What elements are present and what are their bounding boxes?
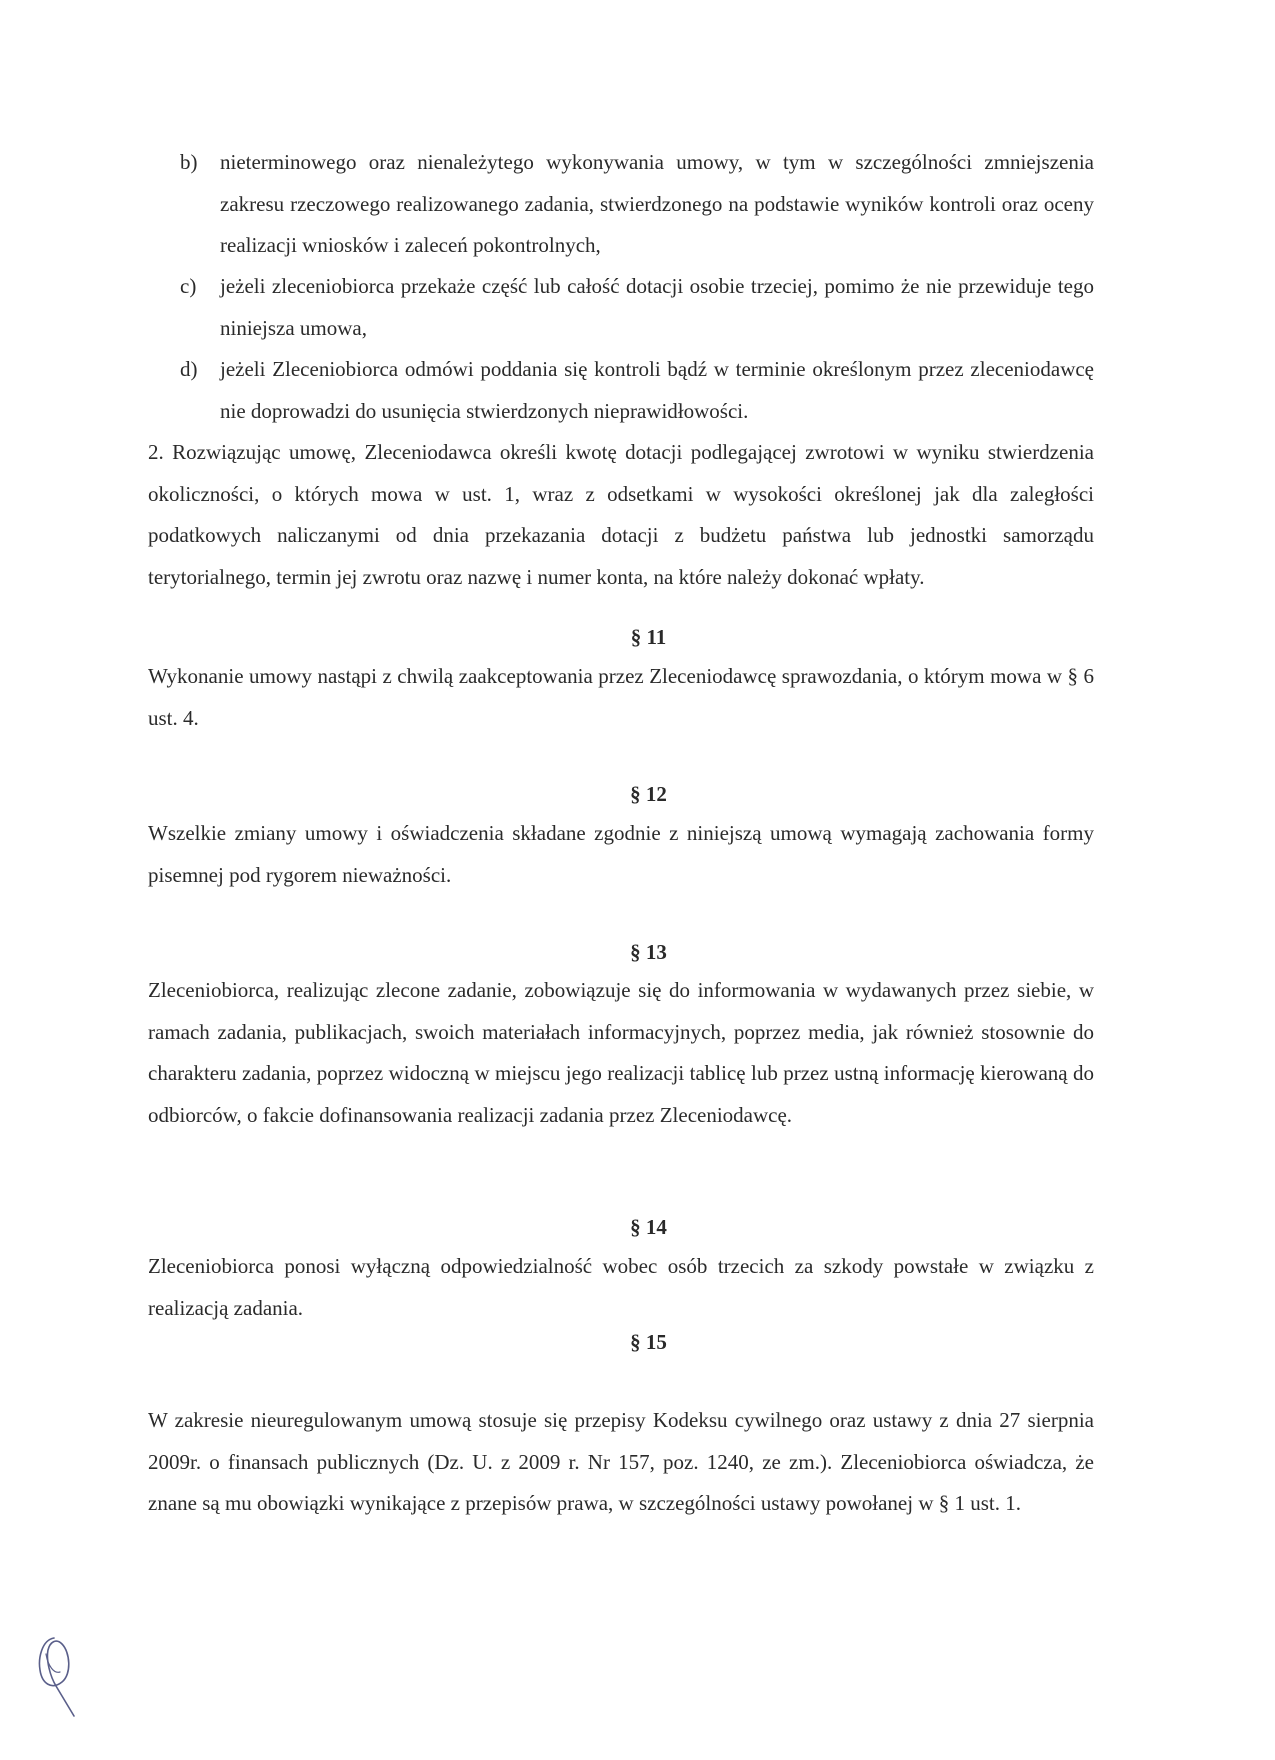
list-item-b bbox=[180, 142, 1094, 267]
section-15-heading: § 15 bbox=[630, 1330, 667, 1354]
section-11-text: Wykonanie umowy nastąpi z chwilą zaakceptowania przez Zleceniodawcę sprawozdania, o którym mowa w § 6 ust. 4. bbox=[148, 664, 1094, 730]
list-marker: b) bbox=[180, 150, 198, 174]
section-12-heading: § 12 bbox=[630, 782, 667, 806]
list-item-text: jeżeli Zleceniobiorca odmówi poddania się kontroli bądź w terminie określonym przez zleceniodawcę nie doprowadzi do usunięcia stwierdzonych nieprawidłowości. bbox=[220, 357, 1094, 423]
list-marker: d) bbox=[180, 357, 198, 381]
list-marker: c) bbox=[180, 274, 197, 298]
section-14-heading: § 14 bbox=[630, 1215, 667, 1239]
list-item-d bbox=[180, 349, 1094, 432]
list-item-c bbox=[180, 266, 1094, 349]
section-15-text: W zakresie nieuregulowanym umową stosuje się przepisy Kodeksu cywilnego oraz ustawy z dnia 27 sierpnia 2009r. o finansach publicznych (Dz. U. z 2009 r. Nr 157, poz. 1240, ze zm.). Zleceniobiorca oświadcza, że znane są mu obowiązki wynikające z przepisów prawa, w szczególności ustawy powołanej w § 1 ust. 1. bbox=[148, 1408, 1094, 1515]
point-2-paragraph: 2. Rozwiązując umowę, Zleceniodawca określi kwotę dotacji podlegającej zwrotowi w wyniku stwierdzenia okoliczności, o których mowa w ust. 1, wraz z odsetkami w wysokości określonej jak dla zaległości podatkowych naliczanymi od dnia przekazania dotacji z budżetu państwa lub jednostki samorządu terytorialnego, termin jej zwrotu oraz nazwę i numer konta, na które należy dokonać wpłaty. bbox=[148, 440, 1094, 589]
section-13-heading: § 13 bbox=[630, 940, 667, 964]
list-item-text: nieterminowego oraz nienależytego wykonywania umowy, w tym w szczególności zmniejszenia zakresu rzeczowego realizowanego zadania, stwierdzonego na podstawie wyników kontroli oraz oceny realizacji wniosków i zaleceń pokontrolnych, bbox=[220, 150, 1094, 257]
section-12-text: Wszelkie zmiany umowy i oświadczenia składane zgodnie z niniejszą umową wymagają zachowania formy pisemnej pod rygorem nieważności. bbox=[148, 821, 1094, 887]
section-13-text: Zleceniobiorca, realizując zlecone zadanie, zobowiązuje się do informowania w wydawanych przez siebie, w ramach zadania, publikacjach, swoich materiałach informacyjnych, poprzez media, jak również stosownie do charakteru zadania, poprzez widoczną w miejscu jego realizacji tablicę lub przez ustną informację kierowaną do odbiorców, o fakcie dofinansowania realizacji zadania przez Zleceniodawcę. bbox=[148, 978, 1094, 1127]
list-item-text: jeżeli zleceniobiorca przekaże część lub całość dotacji osobie trzeciej, pomimo że nie przewiduje tego niniejsza umowa, bbox=[220, 274, 1094, 340]
handwritten-initial-icon bbox=[32, 1630, 82, 1725]
section-11-heading: § 11 bbox=[630, 625, 667, 649]
section-14-text: Zleceniobiorca ponosi wyłączną odpowiedzialność wobec osób trzecich za szkody powstałe w związku z realizacją zadania. bbox=[148, 1254, 1094, 1320]
